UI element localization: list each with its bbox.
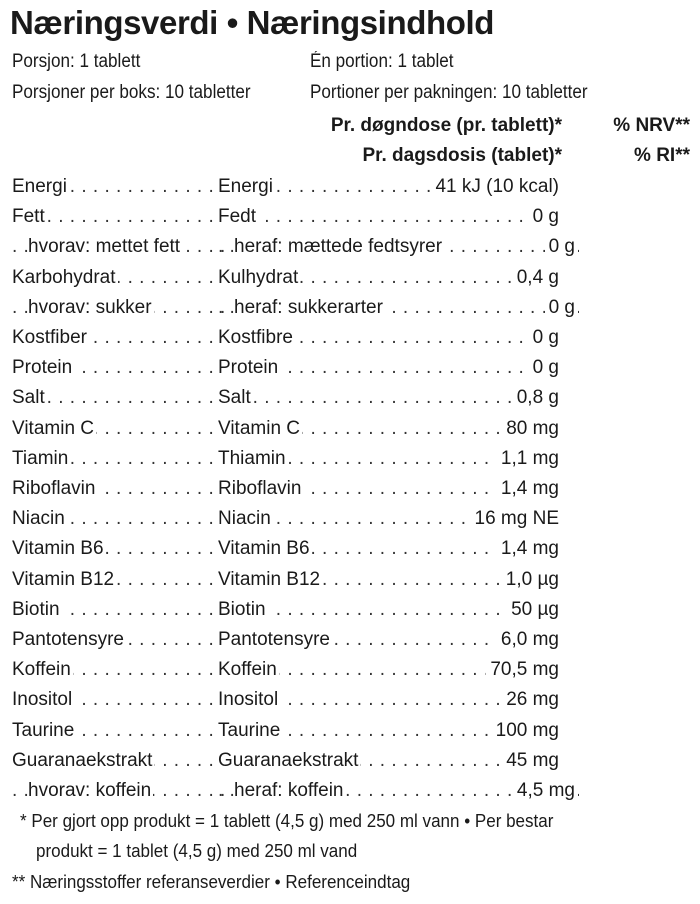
nutrient-label-no: Salt <box>12 387 45 409</box>
nutrient-name-no <box>12 444 216 474</box>
nutrient-label-no: hvorav: koffein <box>28 780 152 801</box>
nutrient-name-no <box>12 263 216 293</box>
nutrient-label-no: Koffein <box>12 659 71 681</box>
nutrient-name-dk <box>218 353 563 383</box>
nutrient-label-dk: Protein <box>218 357 279 379</box>
nutrient-row <box>0 353 700 383</box>
footnote-serving-cont: produkt = 1 tablet (4,5 g) med 250 ml vand <box>36 840 358 861</box>
nutrient-label-dk: Vitamin C <box>218 417 301 439</box>
nutrient-row <box>0 534 700 564</box>
header-pct-dk: % RI** <box>634 145 690 166</box>
page-title: Næringsverdi • Næringsindhold <box>10 4 494 41</box>
serving-size-dk: Én portion: 1 tablet <box>310 51 454 72</box>
nutrient-label-no: Niacin <box>12 508 65 530</box>
nutrient-name-dk <box>218 202 563 232</box>
nutrient-label-dk: Energi <box>218 176 273 197</box>
nutrient-label-dk: Riboflavin <box>218 478 302 499</box>
nutrient-name-no <box>12 625 216 655</box>
nutrient-row <box>0 776 700 806</box>
nutrient-label-no: Pantotensyre <box>12 629 124 650</box>
nutrient-label-dk: Kostfibre <box>218 327 293 348</box>
nutrient-row <box>0 595 700 625</box>
header-pct-no: % NRV** <box>613 115 690 136</box>
nutrient-row <box>0 565 700 595</box>
nutrient-name-dk <box>218 534 563 564</box>
nutrient-row <box>0 625 700 655</box>
nutrient-label-dk: Fedt <box>218 206 257 228</box>
nutrient-name-dk <box>218 232 579 262</box>
nutrient-label-no: Tiamin <box>12 447 69 469</box>
nutrient-amount: 0 g <box>529 202 559 232</box>
nutrient-row <box>0 444 700 474</box>
nutrient-label-no: Karbohydrat <box>12 266 116 288</box>
nutrient-name-dk <box>218 474 563 504</box>
nutrient-row <box>0 474 700 504</box>
nutrient-row <box>0 414 700 444</box>
nutrient-label-dk: Koffein <box>218 659 277 681</box>
nutrient-row <box>0 655 700 685</box>
footnote-serving: * Per gjort opp produkt = 1 tablett (4,5 g) med 250 ml vann • Per bestar <box>20 810 554 831</box>
nutrient-name-dk <box>218 565 563 595</box>
nutrient-row <box>0 383 700 413</box>
nutrient-name-dk <box>218 746 563 776</box>
nutrient-name-no <box>12 504 216 534</box>
nutrient-name-no <box>12 716 216 746</box>
nutrient-amount: 45 mg <box>502 746 559 776</box>
nutrient-label-no: Biotin <box>12 598 60 620</box>
nutrient-amount: 16 mg NE <box>471 504 559 534</box>
nutrient-row <box>0 232 700 262</box>
nutrient-label-dk: Vitamin B12 <box>218 568 321 590</box>
nutrient-label-dk: heraf: mættede fedtsyrer <box>234 236 443 258</box>
nutrient-amount: 100 mg <box>492 716 559 746</box>
nutrient-name-dk <box>218 685 563 715</box>
nutrient-label-no: Vitamin B12 <box>12 568 115 590</box>
nutrient-label-dk: Niacin <box>218 508 271 530</box>
nutrient-amount: 1,0 µg <box>502 565 559 595</box>
nutrient-name-no <box>12 232 232 262</box>
nutrient-label-no: Inositol <box>12 689 73 711</box>
nutrient-name-no <box>12 474 216 504</box>
nutrient-name-dk <box>218 172 563 202</box>
nutrient-name-dk <box>218 293 579 323</box>
nutrient-name-dk <box>218 595 563 625</box>
nutrient-label-dk: Biotin <box>218 598 266 620</box>
nutrient-name-dk <box>218 444 563 474</box>
nutrient-name-no <box>12 383 216 413</box>
nutrient-name-no <box>12 202 216 232</box>
nutrient-label-dk: Pantotensyre <box>218 629 330 650</box>
nutrient-amount: 6,0 mg <box>497 625 559 655</box>
nutrient-row <box>0 716 700 746</box>
nutrient-label-no: Guaranaekstrakt <box>12 749 153 771</box>
nutrient-label-dk: Inositol <box>218 689 279 711</box>
nutrient-name-no <box>12 172 216 202</box>
nutrient-name-dk <box>218 776 579 806</box>
nutrient-name-no <box>12 746 216 776</box>
nutrient-label-no: Fett <box>12 206 45 228</box>
nutrient-name-no <box>12 776 232 806</box>
nutrient-label-no: Taurine <box>12 719 75 741</box>
nutrient-label-dk: Vitamin B6 <box>218 538 310 560</box>
nutrient-name-no <box>12 323 216 353</box>
header-amount-dk: Pr. dagsdosis (tablet)* <box>362 145 562 166</box>
nutrient-name-no <box>12 353 216 383</box>
nutrient-amount: 0,8 g <box>513 383 559 413</box>
nutrient-name-dk <box>218 625 563 655</box>
nutrient-amount: 41 kJ (10 kcal) <box>431 172 559 202</box>
nutrient-name-no <box>12 414 216 444</box>
nutrient-label-no: Vitamin C <box>12 417 95 439</box>
nutrient-amount: 4,5 mg <box>513 776 575 806</box>
servings-per-box-dk: Portioner per pakningen: 10 tabletter <box>310 82 588 103</box>
nutrient-name-dk <box>218 504 563 534</box>
nutrient-row <box>0 202 700 232</box>
nutrient-label-dk: Taurine <box>218 719 281 741</box>
nutrient-label-dk: Salt <box>218 387 251 409</box>
nutrient-label-dk: Kulhydrat <box>218 266 299 288</box>
nutrient-label-dk: heraf: sukkerarter <box>234 296 383 318</box>
nutrient-row <box>0 685 700 715</box>
nutrient-row <box>0 172 700 202</box>
header-amount-no: Pr. døgndose (pr. tablett)* <box>330 115 562 136</box>
nutrient-name-dk <box>218 263 563 293</box>
nutrient-amount: 1,4 mg <box>497 474 559 504</box>
nutrient-row <box>0 293 700 323</box>
nutrient-name-dk <box>218 716 563 746</box>
nutrient-amount: 26 mg <box>502 685 559 715</box>
nutrient-label-no: hvorav: mettet fett <box>28 236 181 258</box>
nutrient-label-dk: Thiamin <box>218 447 286 469</box>
nutrient-amount: 0 g <box>545 293 575 323</box>
nutrient-label-no: Energi <box>12 176 67 197</box>
nutrient-amount: 50 µg <box>507 595 559 625</box>
nutrient-row <box>0 504 700 534</box>
nutrient-label-dk: heraf: koffein <box>234 780 344 801</box>
nutrient-label-no: Protein <box>12 357 73 379</box>
nutrient-label-no: Vitamin B6 <box>12 538 104 560</box>
nutrient-label-dk: Guaranaekstrakt <box>218 749 359 771</box>
nutrient-name-dk <box>218 383 563 413</box>
nutrient-amount: 70,5 mg <box>486 655 559 685</box>
nutrient-row <box>0 263 700 293</box>
nutrient-amount: 1,4 mg <box>497 534 559 564</box>
nutrient-amount: 0 g <box>545 232 575 262</box>
nutrient-name-no <box>12 595 216 625</box>
nutrient-label-no: Riboflavin <box>12 478 96 499</box>
nutrient-label-no: Kostfiber <box>12 327 87 348</box>
nutrient-amount: 1,1 mg <box>497 444 559 474</box>
nutrient-name-no <box>12 685 216 715</box>
nutrient-name-dk <box>218 414 563 444</box>
nutrient-label-no: hvorav: sukker <box>28 296 152 318</box>
nutrient-name-dk <box>218 323 563 353</box>
nutrient-row <box>0 746 700 776</box>
nutrient-name-no <box>12 534 216 564</box>
footnote-reference: ** Næringsstoffer referanseverdier • Referenceindtag <box>12 871 411 892</box>
nutrient-amount: 0 g <box>529 353 559 383</box>
nutrient-amount: 80 mg <box>502 414 559 444</box>
nutrient-name-no <box>12 655 216 685</box>
servings-per-box-no: Porsjoner per boks: 10 tabletter <box>12 82 251 103</box>
nutrient-amount: 0 g <box>529 323 559 353</box>
nutrient-name-no <box>12 293 232 323</box>
serving-size-no: Porsjon: 1 tablett <box>12 51 141 72</box>
nutrient-name-no <box>12 565 216 595</box>
nutrient-name-dk <box>218 655 563 685</box>
nutrient-row <box>0 323 700 353</box>
nutrient-amount: 0,4 g <box>513 263 559 293</box>
